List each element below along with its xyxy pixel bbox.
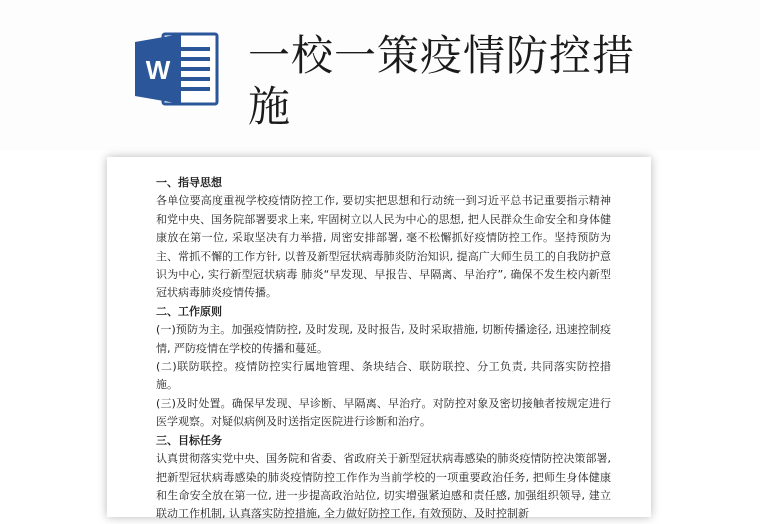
- section-heading-guiding-ideology: 一、指导思想: [156, 176, 222, 189]
- paragraph-principle-timely-handling: (三)及时处置。确保早发现、早诊断、早隔离、早治疗。对防控对象及密切接触者按规定进行医学观察。对疑似病例及时送指定医院进行诊断和治疗。: [156, 396, 611, 429]
- word-icon-letter: W: [145, 55, 171, 85]
- paragraph-targets: 认真贯彻落实党中央、国务院和省委、省政府关于新型冠状病毒感染的肺炎疫情防控决策部署, 把新型冠状病毒感染的肺炎疫情防控工作作为当前学校的一项重要政治任务, 把师生身体健康和生命安全放在第一位, 进一步提高政治站位, 切实增强紧迫感和责任感, 加强组织领导, 建立联动工作机制, 认真落实防控措施, 全力做好防控工作, 有效预防、及时控制新: [156, 452, 611, 521]
- header-area: [0, 0, 760, 150]
- section-heading-working-principles: 二、工作原则: [156, 304, 222, 318]
- paragraph-guiding-ideology: 各单位要高度重视学校疫情防控工作, 要切实把思想和行动统一到习近平总书记重要指示精神和党中央、国务院部署要求上来, 牢固树立以人民为中心的思想, 把人民群众生命安全和身体健康放在第一位, 采取坚决有力举措, 周密安排部署, 毫不松懈抓好疫情防控工作。坚持预防为主、常抓不懈的工作方针, 以普及新型冠状病毒肺炎防治知识, 提高广大师生员工的自我防护意识为中心, 实行新型冠状病毒 肺炎“早发现、早报告、早隔离、早治疗”, 确保不发生校内新型冠状病毒肺炎疫情传播。: [156, 194, 611, 300]
- word-icon: [133, 30, 219, 108]
- paragraph-principle-joint-control: (二)联防联控。疫情防控实行属地管理、条块结合、联防联控、分工负责, 共同落实防控措施。: [156, 360, 611, 392]
- document-page: [107, 157, 651, 521]
- document-content: [156, 174, 611, 524]
- paragraph-principle-prevention: (一)预防为主。加强疫情防控, 及时发现, 及时报告, 及时采取措施, 切断传播途径, 迅速控制疫情, 严防疫情在学校的传播和蔓延。: [156, 323, 611, 355]
- page-title: 一校一策疫情防控措施: [248, 31, 636, 131]
- section-heading-targets: 三、目标任务: [156, 433, 222, 447]
